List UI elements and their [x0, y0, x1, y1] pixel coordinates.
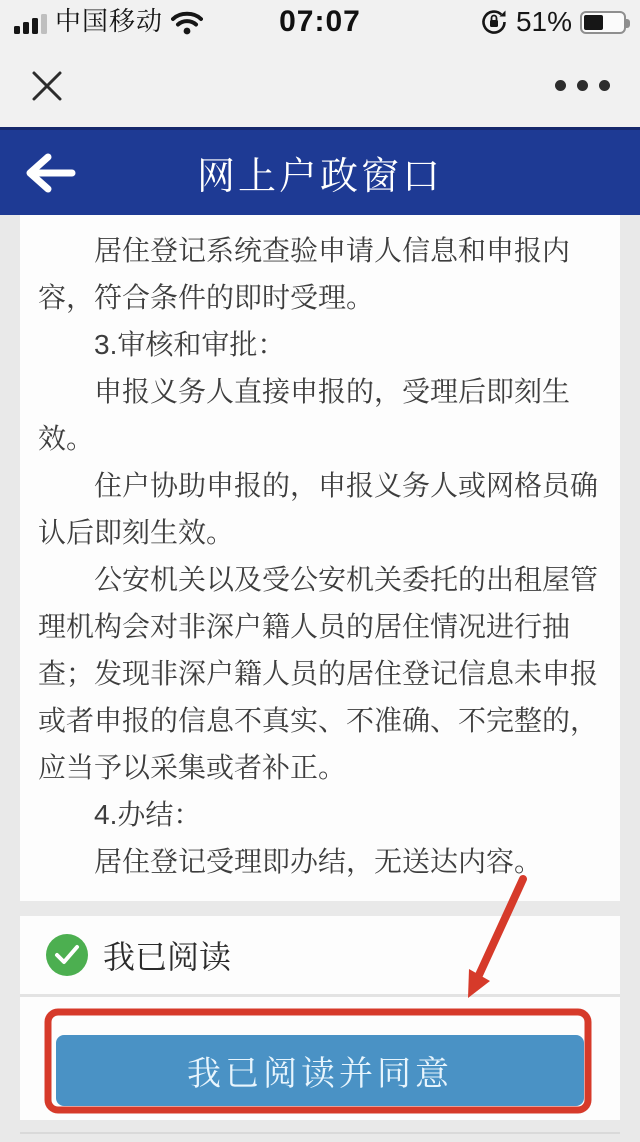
- terms-text-card: [20, 215, 620, 901]
- terms-paragraph: 住户协助申报的，申报义务人或网格员确认后即刻生效。: [38, 470, 599, 548]
- battery-icon: [580, 11, 626, 34]
- navbar: [0, 127, 640, 215]
- have-read-label: 我已阅读: [103, 939, 232, 975]
- agree-button[interactable]: 我已阅读并同意: [56, 1035, 584, 1106]
- status-bar: [0, 0, 640, 44]
- terms-paragraph: 申报义务人直接申报的，受理后即刻生效。: [38, 376, 571, 454]
- terms-paragraph: 居住登记受理即办结，无送达内容。: [94, 846, 543, 877]
- have-read-checkbox-row[interactable]: [20, 916, 620, 994]
- wechat-header: [0, 44, 640, 127]
- more-menu-icon[interactable]: [555, 80, 610, 91]
- terms-paragraph: 4.办结：: [94, 799, 202, 830]
- close-icon[interactable]: [30, 69, 64, 103]
- carrier-label: 中国移动: [55, 6, 164, 36]
- terms-paragraph: 3.审核和审批：: [94, 329, 286, 360]
- back-arrow-icon[interactable]: [24, 151, 76, 195]
- terms-paragraph: 居住登记系统查验申请人信息和申报内容，符合条件的即时受理。: [38, 235, 571, 313]
- rotation-lock-icon: [480, 8, 508, 36]
- page-content: [0, 215, 640, 1142]
- agree-button-card: [20, 997, 620, 1120]
- check-circle-icon[interactable]: [46, 934, 88, 976]
- battery-percent: 51%: [515, 6, 572, 37]
- terms-paragraph: 公安机关以及受公安机关委托的出租屋管理机构会对非深户籍人员的居住情况进行抽查；发现非深户籍人员的居住登记信息未申报或者申报的信息不真实、不准确、不完整的，应当予以采集或者补正。: [38, 564, 599, 783]
- bottom-strip: [20, 1120, 620, 1142]
- page-title: 网上户政窗口: [196, 156, 443, 198]
- clock-time: 07:07: [279, 5, 361, 38]
